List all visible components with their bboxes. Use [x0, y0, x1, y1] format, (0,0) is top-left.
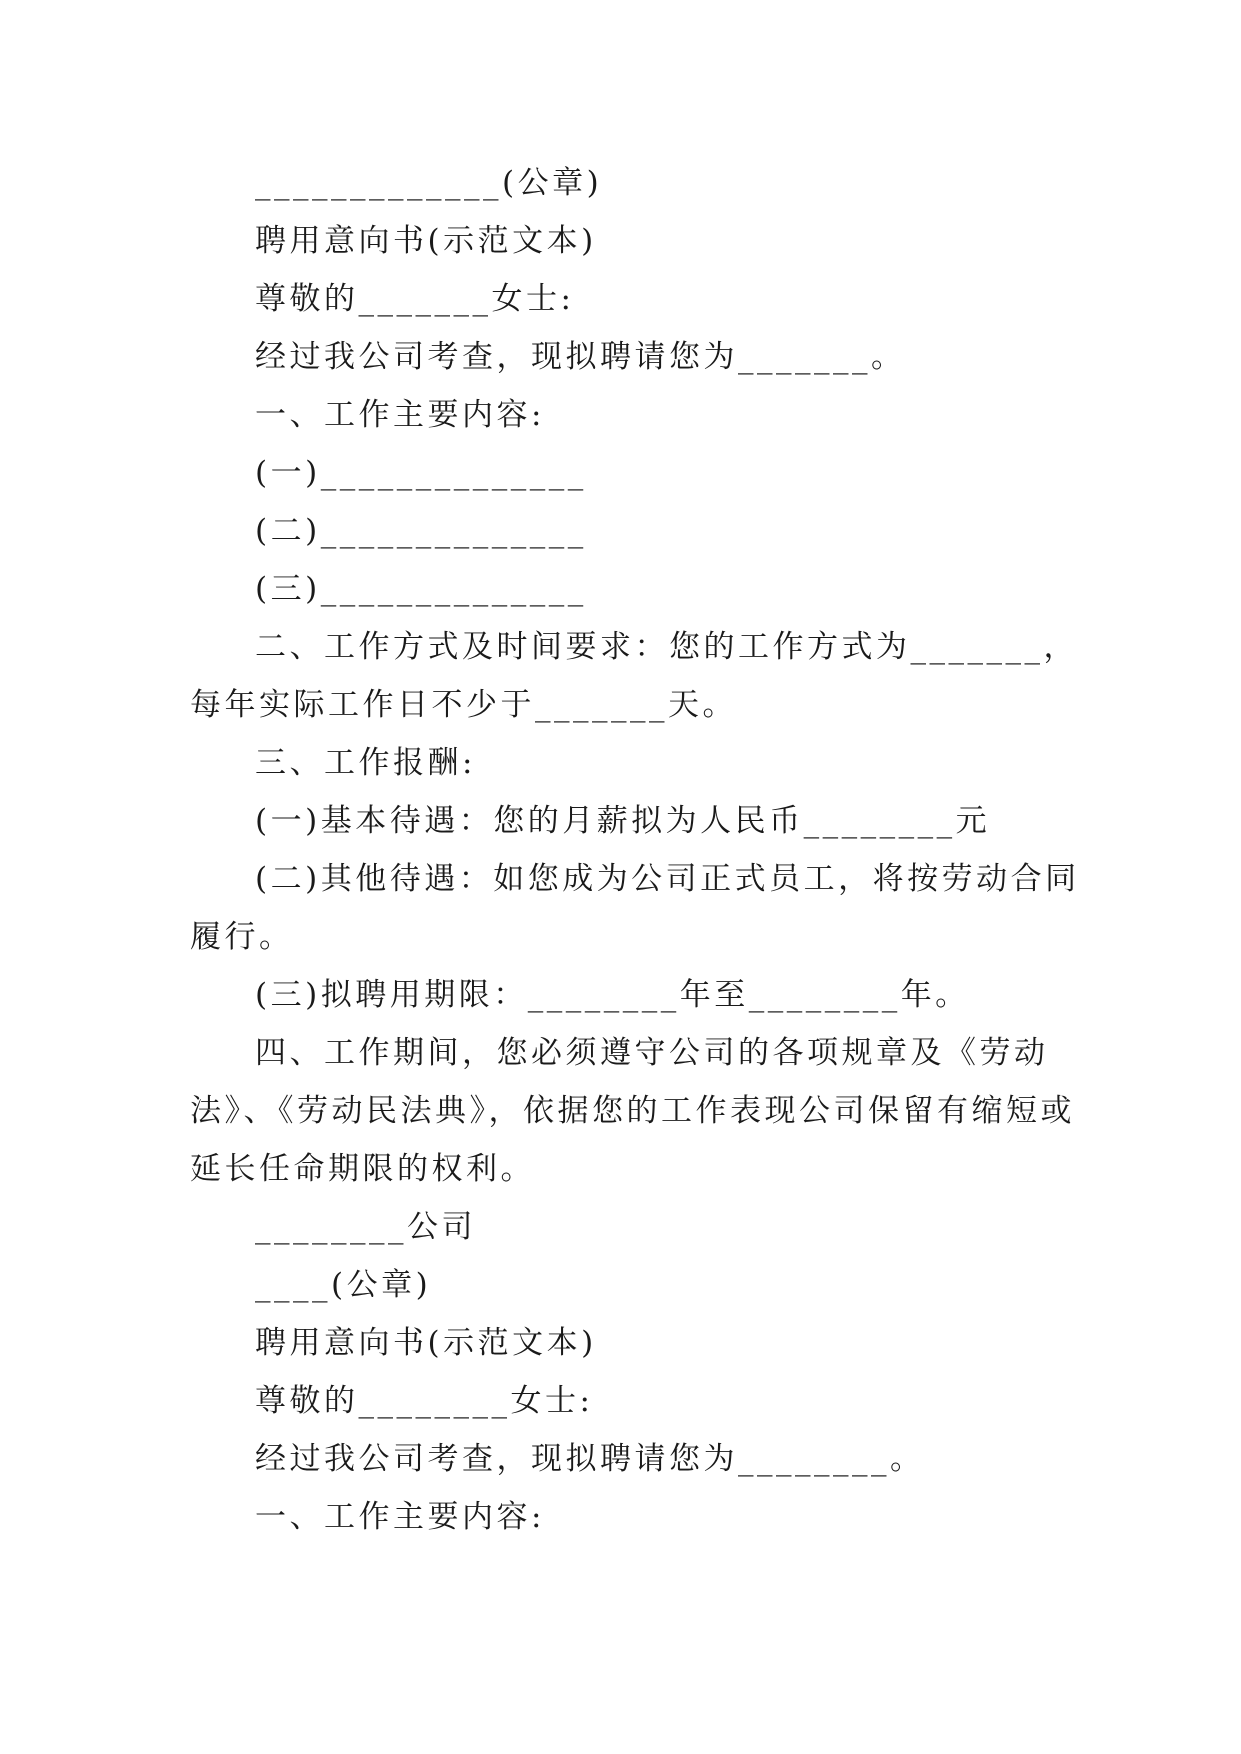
paragraph-line: 二、工作方式及时间要求：您的工作方式为_______，: [255, 629, 1078, 665]
salutation: 尊敬的_______女士:: [255, 281, 575, 317]
list-item: (一)基本待遇：您的月薪拟为人民币________元: [255, 803, 991, 839]
list-item: (二)______________: [255, 513, 587, 549]
paragraph-line: 履行。: [190, 919, 294, 955]
list-item: (二)其他待遇：如您成为公司正式员工，将按劳动合同: [255, 861, 1080, 897]
paragraph-line: 经过我公司考查，现拟聘请您为_______。: [255, 339, 906, 375]
list-item: (三)拟聘用期限：________年至________年。: [255, 977, 970, 1013]
list-item: (一)______________: [255, 455, 587, 491]
section-heading: 一、工作主要内容:: [255, 397, 545, 433]
company-seal-line: ____(公章): [255, 1267, 432, 1303]
document-title: 聘用意向书(示范文本): [255, 1325, 597, 1361]
salutation: 尊敬的________女士:: [255, 1383, 594, 1419]
company-seal-line: _____________(公章): [255, 165, 603, 201]
paragraph-line: 经过我公司考查，现拟聘请您为________。: [255, 1441, 925, 1477]
paragraph-line: 法》、《劳动民法典》，依据您的工作表现公司保留有缩短或: [190, 1093, 1075, 1129]
paragraph-line: 四、工作期间，您必须遵守公司的各项规章及《劳动: [255, 1035, 1049, 1071]
paragraph-line: 延长任命期限的权利。: [190, 1151, 535, 1187]
company-line: ________公司: [255, 1209, 476, 1245]
list-item: (三)______________: [255, 571, 587, 607]
document-title: 聘用意向书(示范文本): [255, 223, 597, 259]
paragraph-line: 每年实际工作日不少于_______天。: [190, 687, 737, 723]
section-heading: 三、工作报酬:: [255, 745, 476, 781]
section-heading: 一、工作主要内容:: [255, 1499, 545, 1535]
